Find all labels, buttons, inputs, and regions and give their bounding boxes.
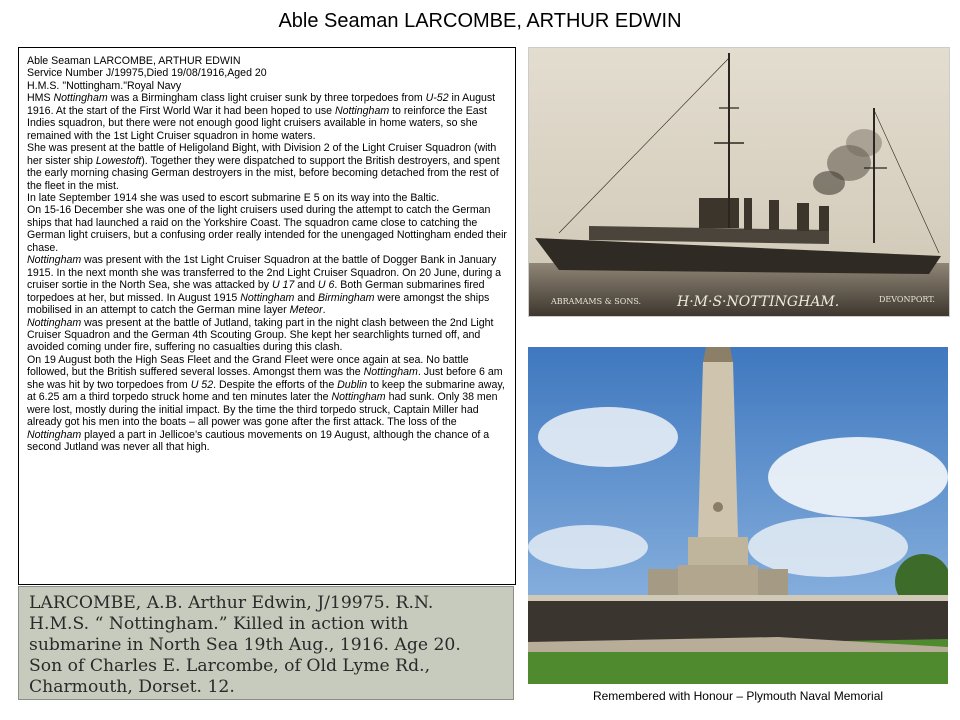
bio-service-line: Service Number J/19975,Died 19/08/1916,Aged 20 [27,67,267,80]
italic-run: Meteor [289,304,323,317]
italic-run: Nottingham [334,104,390,117]
italic-run: Dublin [337,378,368,391]
italic-run: U 6 [317,279,335,292]
bio-paragraph [27,317,507,354]
clipping-line: Son of Charles E. Larcombe, of Old Lyme Rd., [29,656,431,676]
text-run: . [322,304,326,317]
plymouth-naval-memorial-photo [528,347,948,684]
clipping-line: LARCOMBE, A.B. Arthur Edwin, J/19975. R.N. [29,593,434,613]
text-run: was present with the 1st Light Cruiser Squadron at the battle of Dogger Bank in January 1915. In the next month she was transferred to the 2nd Light Cruiser Squadron. On 20 June, during a cruiser sortie in the North Sea, she was attacked by [27,254,502,292]
italic-run: Nottingham [53,92,108,105]
text-run: On 15-16 December she was one of the light cruisers used during the attempt to catch the German ships that had launched a raid on the Yorkshire Coast. The squadron came close to catching the German light cruisers, but a confusing order really intended for the unengaged Nottingham ended their chase. [27,204,507,254]
bio-paragraph [27,204,507,254]
hms-nottingham-photo [528,47,950,317]
text-run: and [294,279,318,292]
biography-text-box [18,47,516,585]
clipping-line: H.M.S. “ Nottingham.” Killed in action with [29,614,409,634]
italic-run: Nottingham [27,428,82,441]
text-run: On 19 August both the High Seas Fleet and the Grand Fleet were once again at sea. No battle followed, but the British suffered several losses. Amongst them was the [27,353,469,379]
text-run: She was present at the battle of Heligoland Bight, with Division 2 of the Light Cruiser Squadron (with her sister ship [27,142,497,167]
clipping-line: Charmouth, Dorset. 12. [29,677,235,697]
bio-paragraph [27,92,507,142]
ship-photo-name: H·M·S·NOTTINGHAM. [677,294,840,310]
page-title: Able Seaman LARCOMBE, ARTHUR EDWIN [278,10,682,32]
newspaper-clipping [18,586,514,700]
text-run: . Both German submarines fired torpedoes at her, but missed. In August 1915 [27,279,485,304]
bio-paragraph [27,192,507,204]
italic-run: Nottingham [27,254,82,267]
bio-paragraph [27,142,507,192]
text-run: to keep the submarine away, at 6.25 am a third torpedo struck home and ten minutes later the [27,378,505,404]
italic-run: U-52 [425,92,449,105]
text-run: was a Birmingham class light cruiser sunk by three torpedoes from [107,92,426,105]
text-run: had sunk. Only 38 men were lost, mostly during the initial impact. By the time the third torpedo struck, Captain Miller had already got his men into the boats – all power was gone after the first attack. The loss of the [27,391,498,429]
italic-run: Nottingham [331,391,386,404]
text-run: ). Together they were dispatched to support the British destroyers, and spent the early morning chasing German destroyers in the mist, before becoming detached from the rest of the fleet in the mist. [27,154,500,192]
bio-paragraph [27,354,507,454]
italic-run: Nottingham [363,366,418,379]
text-run: in August 1916. At the start of the First World War it had been hoped to use [27,92,496,117]
text-run: . Just before 6 am she was hit by two torpedoes from [27,366,503,391]
bio-name-line: Able Seaman LARCOMBE, ARTHUR EDWIN [27,55,241,67]
text-run: and [294,291,318,304]
text-run: was present at the battle of Jutland, taking part in the night clash between the 2nd Light Cruiser Squadron and the German 4th Scouting Group. She kept her searchlights turned off, and avoided coming under fire, suffering no casualties during this clash. [27,316,494,354]
italic-run: Nottingham [240,291,295,304]
bio-unit-line: H.M.S. "Nottingham."Royal Navy [27,79,182,92]
italic-run: Nottingham [27,316,82,329]
text-run: played a part in Jellicoe’s cautious movements on 19 August, although the chance of a second Jutland was never all that high. [27,428,490,454]
italic-run: Birmingham [317,291,375,304]
text-run: to reinforce the East Indies squadron, but there were not enough good light cruisers available in home waters, so she remained with the 1st Light Cruiser squadron in home waters. [27,104,487,142]
memorial-caption: Remembered with Honour – Plymouth Naval Memorial [592,689,884,703]
italic-run: U 52 [190,378,214,391]
italic-run: U 17 [271,279,295,292]
text-run: . Despite the efforts of the [213,378,338,391]
italic-run: Lowestoft [95,154,142,167]
text-run: were amongst the ships mobilised in an attempt to catch the German mine layer [27,291,490,317]
ship-photo-left-credit: ABRAMAMS & SONS. [551,297,642,306]
clipping-line: submarine in North Sea 19th Aug., 1916. Age 20. [29,635,461,655]
text-run: HMS [27,92,54,105]
text-run: In late September 1914 she was used to escort submarine E 5 on its way into the Baltic. [27,191,440,204]
bio-paragraph [27,254,507,316]
ship-photo-right-credit: DEVONPORT. [879,295,935,304]
